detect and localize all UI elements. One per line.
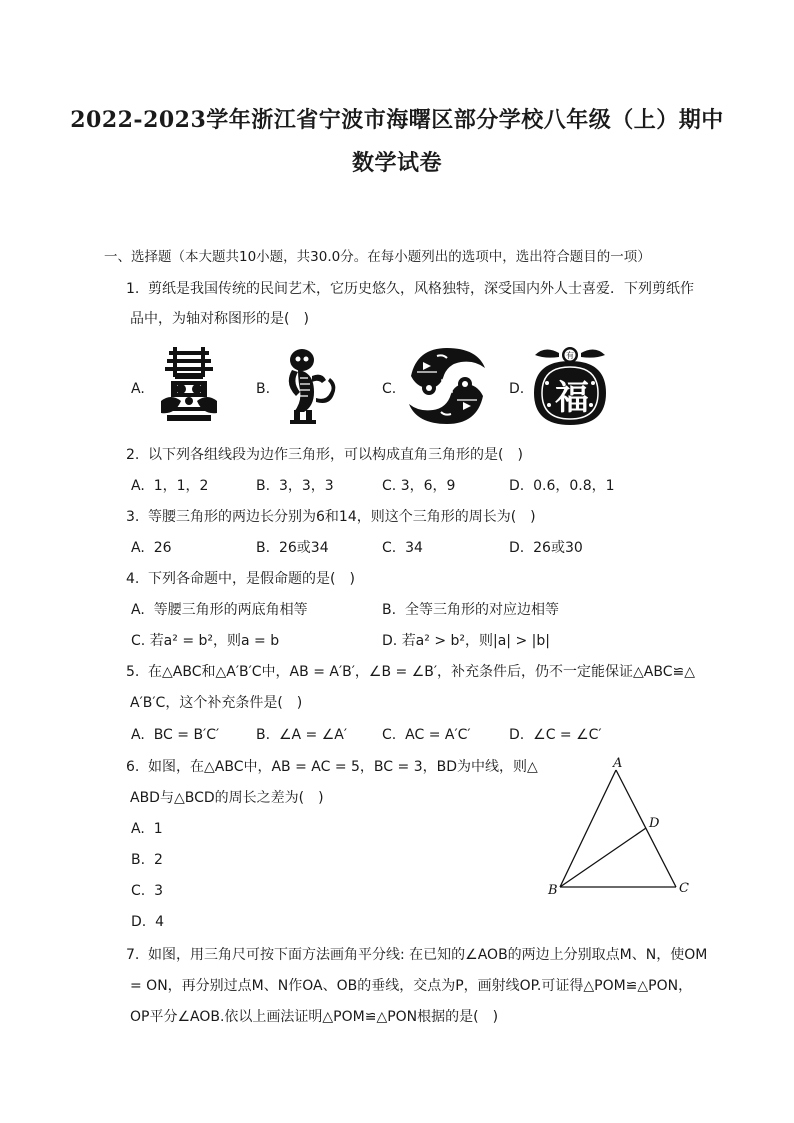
question-number: 1.: [126, 281, 140, 297]
option-a: A. BC = B′C′: [131, 727, 220, 743]
question-text: 品中，为轴对称图形的是( ): [130, 311, 309, 327]
fish-papercut-icon: [403, 344, 491, 428]
question-text: 剪纸是我国传统的民间艺术，它历史悠久，风格独特，深受国内外人士喜爱．下列剪纸作: [148, 281, 694, 297]
option-label: C.: [382, 381, 397, 397]
segment-ab: [560, 770, 616, 887]
question-text: 下列各命题中，是假命题的是( ): [148, 571, 355, 587]
option-d: D. ∠C = ∠C′: [509, 727, 602, 743]
option-b: B. 26或34: [256, 540, 329, 556]
monkey-papercut-icon: [272, 346, 344, 426]
option-c: C. 3: [131, 883, 164, 899]
option-d: D. 4: [131, 914, 165, 930]
question-text: ABD与△BCD的周长之差为( ): [130, 790, 324, 806]
question-text: 以下列各组线段为边作三角形，可以构成直角三角形的是( ): [148, 447, 523, 463]
question-text: OP平分∠AOB.依以上画法证明△POM≌△PON根据的是( ): [130, 1009, 499, 1025]
svg-text:有: 有: [566, 351, 574, 360]
segment-bd: [560, 828, 646, 887]
option-a: A. 等腰三角形的两底角相等: [131, 602, 308, 618]
question-number: 4.: [126, 571, 140, 587]
option-b: B. 全等三角形的对应边相等: [382, 602, 559, 618]
question-number: 3.: [126, 509, 140, 525]
option-a: A. 26: [131, 540, 172, 556]
triangle-figure: [540, 752, 700, 902]
fortune-papercut-icon: [529, 343, 611, 427]
point-a-label: A: [613, 756, 623, 771]
option-c: C. 若a² = b²，则a = b: [131, 633, 280, 649]
page-title-line2: 数学试卷: [351, 150, 442, 176]
question-text: 等腰三角形的两边长分别为6和14，则这个三角形的周长为( ): [148, 509, 536, 525]
option-label: D.: [509, 381, 525, 397]
question-number: 2.: [126, 447, 140, 463]
option-d: D. 0.6，0.8，1: [509, 478, 615, 494]
section-heading: 一、选择题（本大题共10小题，共30.0分。在每小题列出的选项中，选出符合题目的一项）: [104, 249, 651, 265]
point-b-label: B: [548, 883, 558, 898]
option-b: B. 2: [131, 852, 163, 868]
question-text: 如图，用三角尺可按下面方法画角平分线: 在已知的∠AOB的两边上分别取点M、N，使OM: [148, 947, 708, 963]
question-text: A′B′C，这个补充条件是( ): [130, 695, 303, 711]
point-d-label: D: [649, 816, 660, 831]
option-c: C. 3，6，9: [382, 478, 456, 494]
option-c: C. 34: [382, 540, 423, 556]
option-b: B. ∠A = ∠A′: [256, 727, 348, 743]
option-a: A. 1，1，2: [131, 478, 209, 494]
page-title-line1: 2022-2023学年浙江省宁波市海曙区部分学校八年级（上）期中: [70, 107, 724, 133]
option-d: D. 26或30: [509, 540, 583, 556]
option-label: B.: [256, 381, 271, 397]
question-text: 在△ABC和△A′B′C中，AB = A′B′，∠B = ∠B′，补充条件后，仍不一定能保证△ABC≌△: [148, 664, 696, 680]
option-label: A.: [131, 381, 145, 397]
question-number: 5.: [126, 664, 140, 680]
point-c-label: C: [679, 881, 689, 896]
double-happiness-papercut-icon: [153, 345, 225, 425]
option-b: B. 3，3，3: [256, 478, 334, 494]
option-c: C. AC = A′C′: [382, 727, 471, 743]
question-number: 7.: [126, 947, 140, 963]
question-text: = ON，再分别过点M、N作OA、OB的垂线，交点为P，画射线OP.可证得△POM≌△PON，: [130, 978, 693, 994]
question-text: 如图，在△ABC中，AB = AC = 5，BC = 3，BD为中线，则△: [148, 759, 538, 775]
option-a: A. 1: [131, 821, 163, 837]
question-number: 6.: [126, 759, 140, 775]
svg-text:福: 福: [555, 378, 589, 418]
option-d: D. 若a² > b²，则|a| > |b|: [382, 633, 550, 649]
